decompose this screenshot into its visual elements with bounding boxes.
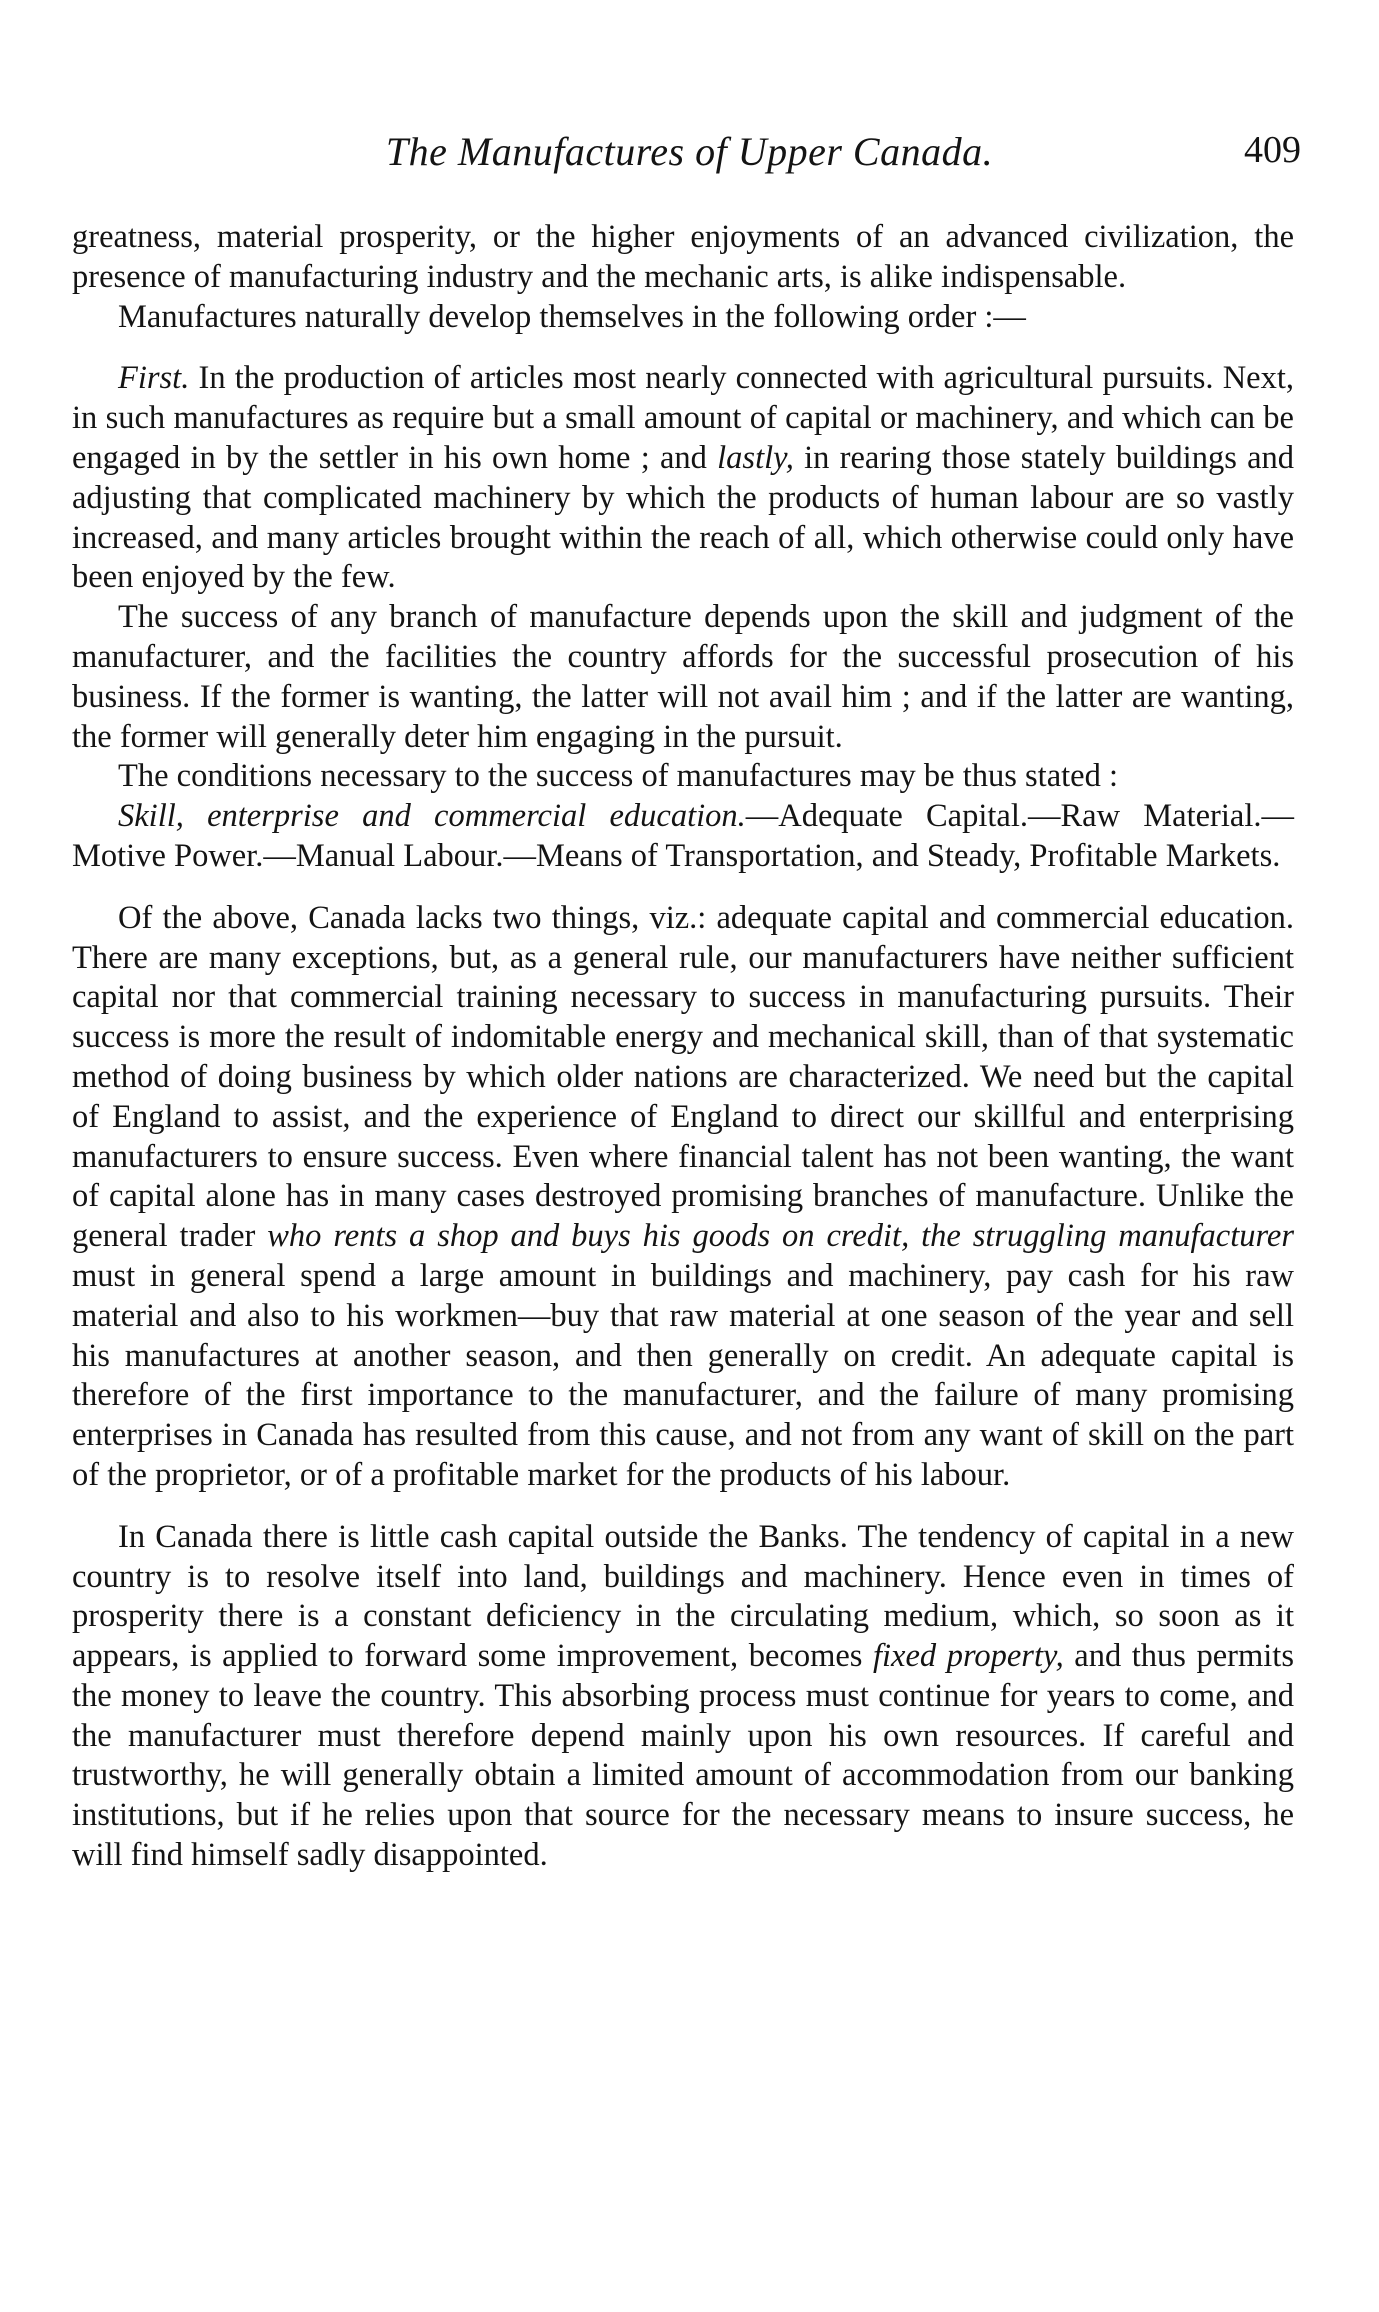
paragraph-3-text-b: in rearing those stately buildings and adjusting that complicated machinery by which the products of human labour are so vastly increased, and many articles brought within the reach of all, which otherwise could only have been enjoyed by the few. xyxy=(72,439,1295,596)
paragraph-8-text-a: In Canada there is little cash capital outside the Banks. The tendency of capital in a new country is to resolve itself into land, buildings and machinery. Hence even in times of prosperity there is a constant deficiency in the circulating medium, which, so soon as it appears, is applied to forward some improvement, becomes xyxy=(72,1518,1294,1675)
paragraph-1: greatness, material prosperity, or the higher enjoyments of an advanced civilization, the presence of manufacturing industry and the mechanic arts, is alike indispensable. xyxy=(72,219,1294,295)
page-number: 409 xyxy=(1244,129,1301,171)
paragraph-6-text: —Adequate Capital.—Raw Material.—Motive Power.—Manual Labour.—Means of Transportation, and Steady, Profitable Markets. xyxy=(72,798,1294,874)
body-text xyxy=(72,218,1294,1876)
page-header xyxy=(70,128,1309,188)
paragraph-7-text-b: must in general spend a large amount in buildings and machinery, pay cash for his raw material and also to his workmen—buy that raw material at one season of the year and sell his manufactures at another season, and then generally on credit. An adequate capital is therefore of the first importance to the manufacturer, and the failure of many promising enterprises in Canada has resulted from this cause, and not from any want of skill on the part of the proprietor, or of a profitable market for the products of his labour. xyxy=(72,1257,1294,1493)
paragraph-6-italic: Skill, enterprise and commercial education. xyxy=(118,798,746,835)
paragraph-8-text-b: and thus permits the money to leave the country. This absorbing process must continue for years to come, and the manufacturer must therefore depend mainly upon his own resources. If careful and trustworthy, he will generally obtain a limited amount of accommodation from our banking institutions, but if he relies upon that source for the necessary means to insure success, he will find himself sadly disappointed. xyxy=(72,1638,1294,1874)
paragraph-8-italic: fixed property, xyxy=(872,1638,1064,1675)
paragraph-3 xyxy=(72,359,1294,598)
paragraph-7-text-a: Of the above, Canada lacks two things, viz.: adequate capital and commercial education. There are many exceptions, but, as a general rule, our manufacturers have neither sufficient capital nor that commercial training necessary to success in manufacturing pursuits. Their success is more the result of indomitable energy and mechanical skill, than of that systematic method of doing business by which older nations are characterized. We need but the capital of England to assist, and the experience of England to direct our skillful and enterprising manufacturers to ensure success. Even where financial talent has not been wanting, the want of capital alone has in many cases destroyed promising branches of manufacture. Unlike the general trader xyxy=(72,899,1294,1255)
paragraph-7 xyxy=(72,899,1294,1496)
paragraph-7-italic: who rents a shop and buys his goods on credit, the struggling manufacturer xyxy=(267,1218,1294,1255)
paragraph-2: Manufactures naturally develop themselves in the following order :— xyxy=(118,298,1026,335)
first-label: First. xyxy=(118,360,190,397)
paragraph-3-text-a: In the production of articles most nearly connected with agricultural pursuits. Next, in such manufactures as require but a small amount of capital or machinery, and which can be engaged in by the settler in his own home ; and xyxy=(72,360,1294,476)
paragraph-4: The success of any branch of manufacture depends upon the skill and judgment of the manufacturer, and the facilities the country affords for the successful prosecution of his business. If the former is wanting, the latter will not avail him ; and if the latter are wanting, the former will generally deter him engaging in the pursuit. xyxy=(72,599,1294,755)
running-title: The Manufactures of Upper Canada. xyxy=(385,129,994,174)
paragraph-5: The conditions necessary to the success of manufactures may be thus stated : xyxy=(118,758,1118,795)
paragraph-6 xyxy=(72,797,1294,877)
lastly-word: lastly, xyxy=(717,439,794,476)
paragraph-8 xyxy=(72,1518,1294,1876)
